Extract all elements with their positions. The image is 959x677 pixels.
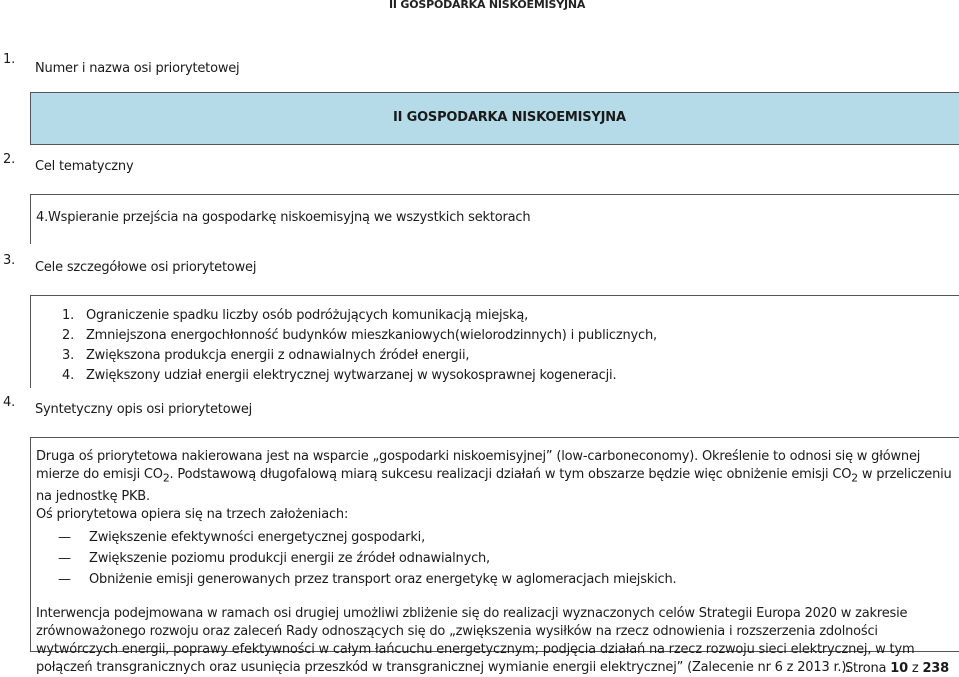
- list-item: — Zwiększenie poziomu produkcji energii ze źródeł odnawialnych,: [36, 548, 956, 569]
- axis-name-box: [30, 92, 959, 145]
- dash-bullet-icon: —: [58, 550, 71, 566]
- axis-name-value: II GOSPODARKA NISKOEMISYJNA: [393, 110, 626, 125]
- list-item: — Zwiększenie efektywności energetycznej gospodarki,: [36, 527, 956, 548]
- list-item: 3. Zwiększona produkcja energii z odnawialnych źródeł energii,: [62, 348, 470, 363]
- description-paragraph-3: Interwencja podejmowana w ramach osi drugiej umożliwi zbliżenie się do realizacji wyznaczonych celów Strategii Europa 2020 w zakresie zrównoważonego rozwoju oraz zaleceń Rady odnoszących się do „zwiększenia wysiłków na rzecz odnowienia i rozszerzenia zdolności wytwórczych energii, poprawy efektywności w całym łańcuchu energetycznym; podjęcia działań na rzecz rozwoju sieci elektrycznej, w tym połączeń transgranicznych oraz usunięcia przeszkód w transgranicznej wymianie energii elektrycznej” (Zalecenie nr 6 z 2013 r.).: [36, 605, 915, 675]
- thematic-goal-value: 4.Wspieranie przejścia na gospodarkę niskoemisyjną we wszystkich sektorach: [36, 210, 531, 225]
- dash-bullet-icon: —: [58, 571, 71, 587]
- list-item: 4. Zwiększony udział energii elektrycznej wytwarzanej w wysokosprawnej kogeneracji.: [62, 368, 617, 383]
- section-4-label: Syntetyczny opis osi priorytetowej: [35, 402, 253, 417]
- thematic-goal-box: [30, 194, 959, 244]
- assumptions-list: [36, 527, 956, 590]
- section-2-number: 2.: [3, 152, 16, 167]
- section-2-label: Cel tematyczny: [35, 159, 134, 174]
- description-paragraph-1: Druga oś priorytetowa nakierowana jest na wsparcie „gospodarki niskoemisyjnej” (low‑carboneconomy). Określenie to odnosi się w głównej mierze do emisji $CO_2$. Podstawową długofalową miarą sukcesu realizacji działań w tym obszarze będzie więc obniżenie emisji $CO_2$ w przeliczeniu na jednostkę PKB.: [36, 449, 952, 504]
- section-4-number: 4.: [3, 395, 16, 410]
- section-1-label: Numer i nazwa osi priorytetowej: [35, 61, 240, 76]
- page-number: Strona 10 z 238: [844, 661, 949, 676]
- section-3-label: Cele szczegółowe osi priorytetowej: [35, 260, 257, 275]
- section-3-number: 3.: [3, 253, 16, 268]
- page-header-title: II GOSPODARKA NISKOEMISYJNA: [389, 0, 586, 11]
- specific-goals-box: [30, 295, 959, 388]
- list-item: — Obniżenie emisji generowanych przez transport oraz energetykę w aglomeracjach miejskich.: [36, 569, 956, 590]
- section-1-number: 1.: [3, 52, 16, 67]
- description-paragraph-2: Oś priorytetowa opiera się na trzech założeniach:: [36, 506, 349, 522]
- specific-goals-list: [62, 306, 657, 386]
- list-item: 2. Zmniejszona energochłonność budynków mieszkaniowych(wielorodzinnych) i publicznych,: [62, 328, 657, 343]
- list-item: 1. Ograniczenie spadku liczby osób podróżujących komunikacją miejską,: [62, 308, 529, 323]
- synthetic-description: [36, 448, 956, 677]
- dash-bullet-icon: —: [58, 529, 71, 545]
